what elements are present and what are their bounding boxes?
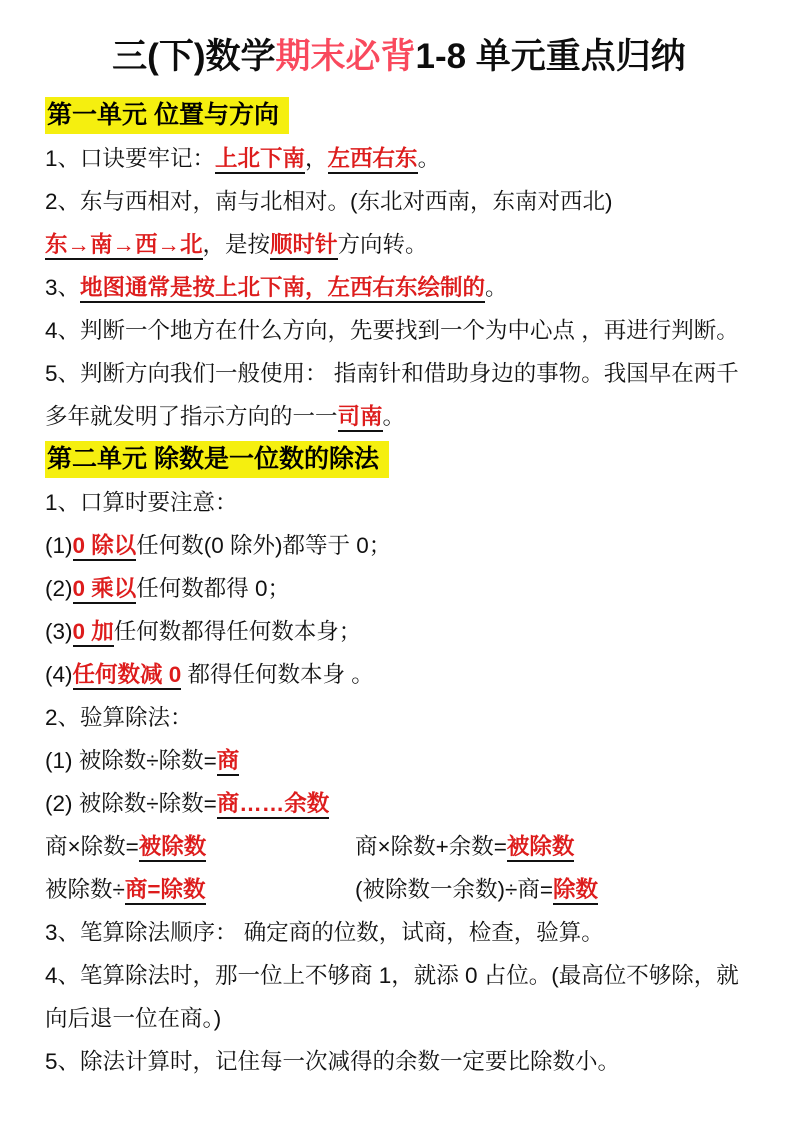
text-segment: 1、口诀要牢记： bbox=[45, 146, 216, 171]
text-segment: (4) bbox=[45, 662, 73, 687]
red-highlight-text: 商……余数 bbox=[217, 791, 330, 819]
formula-right bbox=[355, 825, 574, 868]
paragraph bbox=[45, 782, 753, 825]
red-highlight-text: 被除数 bbox=[507, 834, 575, 862]
red-highlight-text: 地图通常是按上北下南，左西右东绘制的 bbox=[80, 275, 485, 303]
text-segment: ，是按 bbox=[202, 232, 271, 257]
paragraph bbox=[45, 137, 753, 180]
text-segment: 任何数都得任何数本身； bbox=[113, 619, 362, 644]
title-part-grade: 三(下)数学 bbox=[112, 37, 276, 76]
text-segment: (被除数一余数)÷商= bbox=[355, 877, 553, 902]
red-highlight-text: 除数 bbox=[553, 877, 598, 905]
section-heading bbox=[45, 441, 389, 478]
paragraph bbox=[45, 567, 753, 610]
text-segment: 任何数都得 0； bbox=[136, 576, 291, 601]
text-segment: 4、笔算除法时，那一位上不够商 1，就添 0 占位。(最高位不够除，就向后退一位在商。) bbox=[45, 963, 739, 1031]
paragraph bbox=[45, 481, 753, 524]
text-segment: (2) 被除数÷除数= bbox=[45, 791, 217, 816]
text-segment: 1、口算时要注意： bbox=[45, 490, 238, 515]
paragraph bbox=[45, 696, 753, 739]
paragraph bbox=[45, 610, 753, 653]
page-title bbox=[45, 34, 753, 80]
text-segment: (1) bbox=[45, 533, 73, 558]
text-segment: 第一单元 位置与方向 bbox=[47, 101, 279, 129]
text-segment: 都得任何数本身 。 bbox=[181, 662, 374, 687]
paragraph bbox=[45, 653, 753, 696]
text-segment: 5、除法计算时，记住每一次减得的余数一定要比除数小。 bbox=[45, 1049, 621, 1074]
section-heading-row bbox=[45, 94, 753, 137]
red-highlight-text: 0 加 bbox=[73, 619, 114, 647]
title-part-highlight: 期末必背 bbox=[275, 37, 416, 76]
paragraph bbox=[45, 266, 753, 309]
red-highlight-text: 左西右东 bbox=[328, 146, 418, 174]
title-part-units: 1-8 单元重点归纳 bbox=[415, 37, 686, 76]
paragraph bbox=[45, 954, 753, 1040]
formula-left bbox=[45, 868, 355, 911]
paragraph bbox=[45, 524, 753, 567]
document-body bbox=[45, 94, 753, 1083]
text-segment: 5、判断方向我们一般使用： 指南针和借助身边的事物。我国早在两千多年就发明了指示方向的一一 bbox=[45, 361, 739, 429]
text-segment: (2) bbox=[45, 576, 73, 601]
text-segment: 。 bbox=[485, 275, 508, 300]
text-segment: 3、笔算除法顺序： 确定商的位数，试商，检查，验算。 bbox=[45, 920, 604, 945]
section-heading bbox=[45, 97, 289, 134]
red-highlight-text: 上北下南 bbox=[215, 146, 305, 174]
red-highlight-text: 顺时针 bbox=[270, 232, 338, 260]
red-highlight-text: 0 乘以 bbox=[73, 576, 137, 604]
red-highlight-text: 商 bbox=[217, 748, 240, 776]
red-highlight-text: 任何数减 0 bbox=[73, 662, 182, 690]
text-segment: 2、验算除法： bbox=[45, 705, 193, 730]
red-highlight-text: 0 除以 bbox=[73, 533, 137, 561]
red-highlight-text: 东→南→西→北 bbox=[45, 232, 203, 260]
text-segment: 被除数÷ bbox=[45, 877, 125, 902]
paragraph bbox=[45, 352, 753, 438]
text-segment: 。 bbox=[382, 404, 406, 429]
text-segment: 3、 bbox=[45, 275, 81, 300]
text-segment: 4、判断一个地方在什么方向，先要找到一个为中心点 ，再进行判断。 bbox=[45, 318, 739, 343]
red-highlight-text: 被除数 bbox=[139, 834, 207, 862]
section-heading-row bbox=[45, 438, 753, 481]
text-segment: 商×除数+余数= bbox=[355, 834, 507, 859]
text-segment: 任何数(0 除外)都等于 0； bbox=[136, 533, 392, 558]
red-highlight-text: 司南 bbox=[338, 404, 383, 432]
red-highlight-text: 商=除数 bbox=[125, 877, 206, 905]
text-segment: 2、东与西相对，南与北相对。(东北对西南，东南对西北) bbox=[45, 189, 613, 214]
text-segment: 。 bbox=[417, 146, 441, 171]
text-segment: (1) 被除数÷除数= bbox=[45, 748, 217, 773]
formula-row bbox=[45, 868, 753, 911]
paragraph bbox=[45, 911, 753, 954]
paragraph bbox=[45, 180, 753, 223]
text-segment: ， bbox=[305, 146, 328, 171]
paragraph bbox=[45, 223, 753, 266]
formula-row bbox=[45, 825, 753, 868]
paragraph bbox=[45, 309, 753, 352]
text-segment: (3) bbox=[45, 619, 73, 644]
formula-right bbox=[355, 868, 598, 911]
formula-left bbox=[45, 825, 355, 868]
paragraph bbox=[45, 1040, 753, 1083]
text-segment: 第二单元 除数是一位数的除法 bbox=[47, 445, 379, 473]
text-segment: 商×除数= bbox=[45, 834, 139, 859]
text-segment: 方向转。 bbox=[337, 232, 428, 257]
paragraph bbox=[45, 739, 753, 782]
